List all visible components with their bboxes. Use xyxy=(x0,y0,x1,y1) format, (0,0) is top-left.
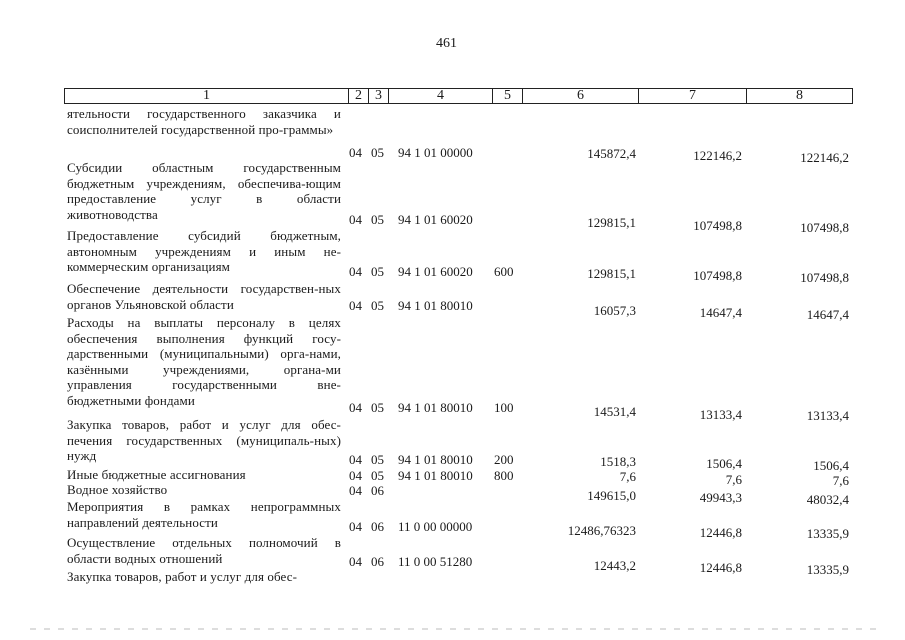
row-value-col8: 107498,8 xyxy=(800,270,849,285)
row-description: Субсидии областным государственным бюджетным учреждениям, обеспечива-ющим предоставление услуг в области животноводства xyxy=(67,160,341,222)
row-section-code: 04 xyxy=(349,483,362,498)
row-value-col6: 12443,2 xyxy=(593,558,636,573)
row-value-col7: 12446,8 xyxy=(699,560,742,575)
row-target-code: 94 1 01 60020 xyxy=(398,264,473,279)
row-description: Закупка товаров, работ и услуг для обес-печения государственных (муниципаль-ных) нужд xyxy=(67,417,341,463)
row-description: Мероприятия в рамках непрограммных направлений деятельности xyxy=(67,499,341,530)
row-description: Закупка товаров, работ и услуг для обес- xyxy=(67,569,298,584)
scan-artifact-line xyxy=(30,628,880,630)
row-subsection-code: 05 xyxy=(371,212,384,227)
row-target-code: 11 0 00 51280 xyxy=(398,554,473,569)
row-target-code: 11 0 00 00000 xyxy=(398,519,473,534)
row-value-col7: 107498,8 xyxy=(693,268,742,283)
column-header-8: 8 xyxy=(747,89,853,104)
row-expense-type-code: 200 xyxy=(494,452,514,467)
row-expense-type-code: 800 xyxy=(494,468,514,483)
row-description: Осуществление отдельных полномочий в области водных отношений xyxy=(67,535,341,566)
row-value-col8: 13335,9 xyxy=(806,562,849,577)
row-subsection-code: 05 xyxy=(371,264,384,279)
row-target-code: 94 1 01 60020 xyxy=(398,212,473,227)
row-subsection-code: 05 xyxy=(371,468,384,483)
row-subsection-code: 05 xyxy=(371,400,384,415)
row-subsection-code: 06 xyxy=(371,483,384,498)
row-expense-type-code: 600 xyxy=(494,264,514,279)
row-value-col6: 129815,1 xyxy=(587,215,636,230)
row-value-col7: 12446,8 xyxy=(699,525,742,540)
row-value-col7: 7,6 xyxy=(725,472,742,487)
row-value-col6: 7,6 xyxy=(619,469,636,484)
row-value-col6: 149615,0 xyxy=(587,488,636,503)
row-section-code: 04 xyxy=(349,145,362,160)
row-value-col8: 1506,4 xyxy=(813,458,849,473)
row-value-col7: 1506,4 xyxy=(706,456,742,471)
row-subsection-code: 06 xyxy=(371,519,384,534)
row-value-col7: 49943,3 xyxy=(699,490,742,505)
row-section-code: 04 xyxy=(349,298,362,313)
row-target-code: 94 1 01 80010 xyxy=(398,468,473,483)
row-description: Иные бюджетные ассигнования xyxy=(67,467,246,482)
row-value-col6: 14531,4 xyxy=(593,404,636,419)
column-header-6: 6 xyxy=(523,89,639,104)
row-value-col8: 48032,4 xyxy=(806,492,849,507)
row-description: Обеспечение деятельности государствен-ных органов Ульяновской области xyxy=(67,281,341,312)
row-section-code: 04 xyxy=(349,452,362,467)
row-description: Расходы на выплаты персоналу в целях обеспечения выполнения функций госу-дарственными (муниципальными) орга-нами, казёнными учреждениями, органа-ми управления государственными вне-бюджетными фондами xyxy=(67,315,341,408)
row-section-code: 04 xyxy=(349,264,362,279)
row-description: Предоставление субсидий бюджетным, автономным учреждениям и иным не-коммерческим организациям xyxy=(67,228,341,274)
row-value-col6: 1518,3 xyxy=(600,454,636,469)
row-value-col6: 145872,4 xyxy=(587,146,636,161)
row-value-col8: 122146,2 xyxy=(800,150,849,165)
row-section-code: 04 xyxy=(349,400,362,415)
row-expense-type-code: 100 xyxy=(494,400,514,415)
row-value-col6: 129815,1 xyxy=(587,266,636,281)
row-value-col7: 13133,4 xyxy=(699,407,742,422)
row-target-code: 94 1 01 80010 xyxy=(398,452,473,467)
row-value-col7: 14647,4 xyxy=(699,305,742,320)
row-description: Водное хозяйство xyxy=(67,482,168,497)
column-header-4: 4 xyxy=(389,89,493,104)
page-number: 461 xyxy=(436,36,457,51)
row-section-code: 04 xyxy=(349,519,362,534)
row-target-code: 94 1 01 00000 xyxy=(398,145,473,160)
row-target-code: 94 1 01 80010 xyxy=(398,298,473,313)
row-value-col6: 12486,76323 xyxy=(567,523,636,538)
row-subsection-code: 05 xyxy=(371,298,384,313)
row-value-col8: 7,6 xyxy=(832,473,849,488)
column-header-5: 5 xyxy=(493,89,523,104)
row-value-col8: 14647,4 xyxy=(806,307,849,322)
column-header-1: 1 xyxy=(65,89,349,104)
row-value-col7: 107498,8 xyxy=(693,218,742,233)
row-value-col8: 107498,8 xyxy=(800,220,849,235)
row-section-code: 04 xyxy=(349,554,362,569)
row-value-col8: 13335,9 xyxy=(806,526,849,541)
column-header-2: 2 xyxy=(349,89,369,104)
row-subsection-code: 05 xyxy=(371,145,384,160)
row-value-col8: 13133,4 xyxy=(806,408,849,423)
row-target-code: 94 1 01 80010 xyxy=(398,400,473,415)
row-value-col6: 16057,3 xyxy=(593,303,636,318)
row-value-col7: 122146,2 xyxy=(693,148,742,163)
column-header-3: 3 xyxy=(369,89,389,104)
row-subsection-code: 05 xyxy=(371,452,384,467)
row-description: ятельности государственного заказчика и соисполнителей государственной про-граммы» xyxy=(67,106,341,137)
column-header-7: 7 xyxy=(639,89,747,104)
row-section-code: 04 xyxy=(349,212,362,227)
row-subsection-code: 06 xyxy=(371,554,384,569)
row-section-code: 04 xyxy=(349,468,362,483)
